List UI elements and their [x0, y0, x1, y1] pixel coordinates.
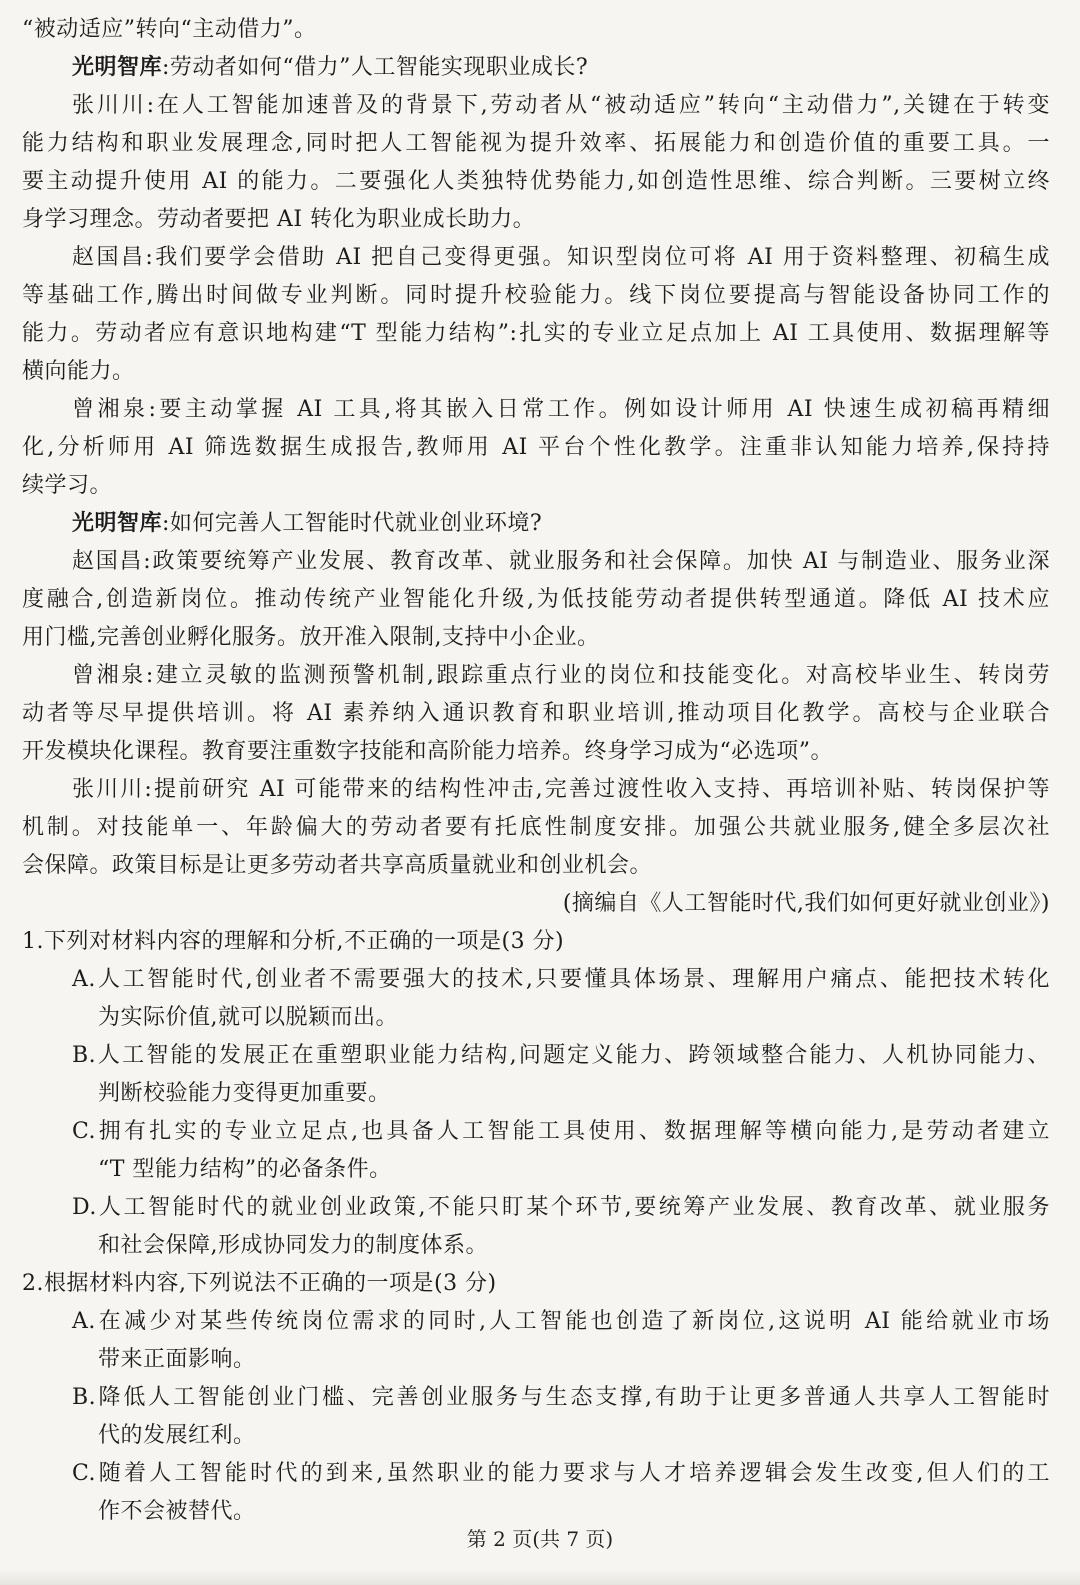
text-line: 会保障。政策目标是让更多劳动者共享高质量就业和创业机会。: [22, 853, 653, 878]
text-line: 能力。劳动者应有意识地构建“T 型能力结构”:扎实的专业立足点加上 AI 工具使用、数据理解等: [22, 321, 1050, 346]
question-heading: [72, 505, 1050, 543]
option-c: C.拥有扎实的专业立足点,也具备人工智能工具使用、数据理解等横向能力,是劳动者建立: [72, 1119, 1050, 1144]
text-line: 曾湘泉:建立灵敏的监测预警机制,跟踪重点行业的岗位和技能变化。对高校毕业生、转岗劳: [72, 663, 1050, 688]
text-line: 续学习。: [22, 473, 113, 498]
speaker-label: 光明智库: [72, 511, 163, 536]
text-line: 能力结构和职业发展理念,同时把人工智能视为提升效率、拓展能力和创造价值的重要工具。一: [22, 131, 1050, 156]
text-line: 化,分析师用 AI 筛选数据生成报告,教师用 AI 平台个性化教学。注重非认知能力培养,保持持: [22, 435, 1050, 460]
option-b: B.降低人工智能创业门槛、完善创业服务与生态支撑,有助于让更多普通人共享人工智能时: [72, 1385, 1050, 1410]
text-line: 机制。对技能单一、年龄偏大的劳动者要有托底性制度安排。加强公共就业服务,健全多层次社: [22, 815, 1050, 840]
text-line: 张川川:在人工智能加速普及的背景下,劳动者从“被动适应”转向“主动借力”,关键在于转变: [72, 93, 1050, 118]
option-c: C.随着人工智能时代的到来,虽然职业的能力要求与人才培养逻辑会发生改变,但人们的工: [72, 1461, 1050, 1486]
heading-text: :劳动者如何“借力”人工智能实现职业成长?: [162, 55, 589, 80]
heading-text: :如何完善人工智能时代就业创业环境?: [162, 511, 543, 536]
text-line: 曾湘泉:要主动掌握 AI 工具,将其嵌入日常工作。例如设计师用 AI 快速生成初稿再精细: [72, 397, 1050, 422]
text-line: 赵国昌:政策要统筹产业发展、教育改革、就业服务和社会保障。加快 AI 与制造业、服务业深: [72, 549, 1050, 574]
option-b-cont: 判断校验能力变得更加重要。: [98, 1081, 391, 1106]
text-line: 赵国昌:我们要学会借助 AI 把自己变得更强。知识型岗位可将 AI 用于资料整理、初稿生成: [72, 245, 1050, 270]
question-2: 2.根据材料内容,下列说法不正确的一项是(3 分): [22, 1271, 497, 1296]
option-b-cont: 代的发展红利。: [98, 1423, 256, 1448]
text-line: 横向能力。: [22, 359, 135, 384]
source-citation: (摘编自《人工智能时代,我们如何更好就业创业》): [562, 891, 1050, 916]
question-heading: [72, 49, 1050, 87]
page-bottom-edge: [0, 1570, 1080, 1585]
text-line: 用门槛,完善创业孵化服务。放开准入限制,支持中小企业。: [22, 625, 600, 650]
text-line: 张川川:提前研究 AI 可能带来的结构性冲击,完善过渡性收入支持、再培训补贴、转岗保护等: [72, 777, 1050, 802]
text-line: 动者等尽早提供培训。将 AI 素养纳入通识教育和职业培训,推动项目化教学。高校与企业联合: [22, 701, 1050, 726]
text-line: 要主动提升使用 AI 的能力。二要强化人类独特优势能力,如创造性思维、综合判断。三要树立终: [22, 169, 1050, 194]
text-line: 度融合,创造新岗位。推动传统产业智能化升级,为低技能劳动者提供转型通道。降低 AI 技术应: [22, 587, 1050, 612]
text-line: “被动适应”转向“主动借力”。: [22, 17, 317, 42]
text-line: 开发模块化课程。教育要注重数字技能和高阶能力培养。终身学习成为“必选项”。: [22, 739, 833, 764]
option-b: B.人工智能的发展正在重塑职业能力结构,问题定义能力、跨领域整合能力、人机协同能力、: [72, 1043, 1051, 1068]
option-a-cont: 带来正面影响。: [98, 1347, 256, 1372]
option-a: A.在减少对某些传统岗位需求的同时,人工智能也创造了新岗位,这说明 AI 能给就业市场: [72, 1309, 1050, 1334]
speaker-label: 光明智库: [72, 55, 163, 80]
text-line: 等基础工作,腾出时间做专业判断。同时提升校验能力。线下岗位要提高与智能设备协同工作的: [22, 283, 1050, 308]
option-d: D.人工智能时代的就业创业政策,不能只盯某个环节,要统筹产业发展、教育改革、就业服务: [72, 1195, 1050, 1220]
page-footer: 第 2 页(共 7 页): [466, 1527, 614, 1551]
option-a: A.人工智能时代,创业者不需要强大的技术,只要懂具体场景、理解用户痛点、能把技术转化: [72, 967, 1050, 992]
option-c-cont: “T 型能力结构”的必备条件。: [98, 1157, 392, 1182]
option-d-cont: 和社会保障,形成协同发力的制度体系。: [98, 1233, 488, 1258]
question-1: 1.下列对材料内容的理解和分析,不正确的一项是(3 分): [22, 929, 565, 954]
option-c-cont: 作不会被替代。: [98, 1499, 256, 1524]
text-line: 身学习理念。劳动者要把 AI 转化为职业成长助力。: [22, 207, 536, 232]
option-a-cont: 为实际价值,就可以脱颖而出。: [98, 1005, 398, 1030]
